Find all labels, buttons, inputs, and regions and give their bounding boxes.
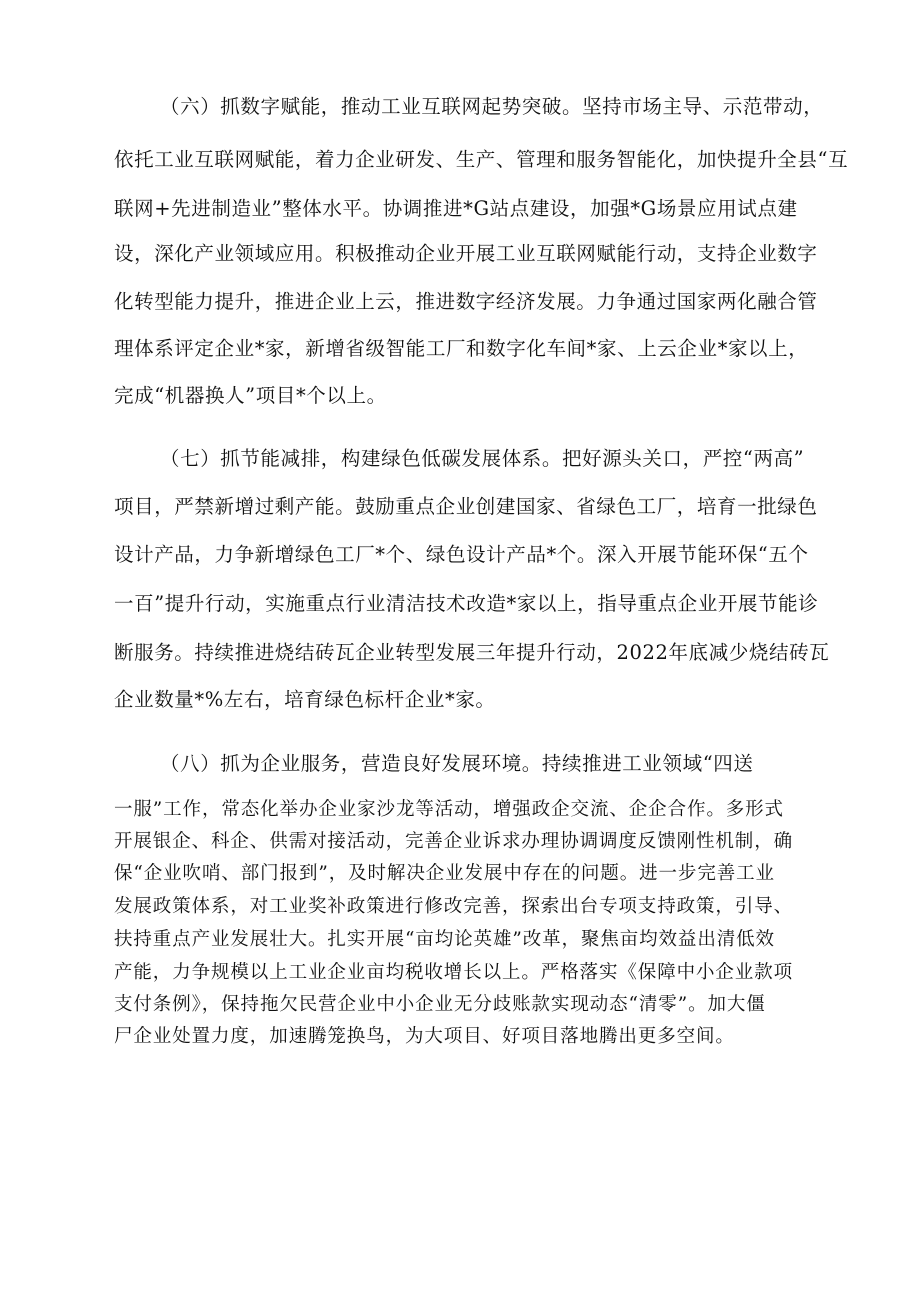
paragraph-line: 发展政策体系，对工业奖补政策进行修改完善，探索出台专项支持政策，引导、	[114, 896, 794, 917]
paragraph-line: 扶持重点产业发展壮大。扎实开展“亩均论英雄”改革，聚焦亩均效益出清低效	[114, 929, 775, 950]
paragraph-line: 企业数量*%左右，培育绿色标杆企业*家。	[114, 688, 496, 711]
paragraph-line: 一百”提升行动，实施重点行业清洁技术改造*家以上，指导重点企业开展节能诊	[114, 592, 819, 615]
paragraph-line: 开展银企、科企、供需对接活动，完善企业诉求办理协调调度反馈刚性机制，确	[114, 831, 794, 852]
paragraph-line: 尸企业处置力度，加速腾笼换鸟，为大项目、好项目落地腾出更多空间。	[114, 1026, 735, 1047]
paragraph-line: （六）抓数字赋能，推动工业互联网起势突破。坚持市场主导、示范带动，	[160, 95, 824, 118]
paragraph-line: 产能，力争规模以上工业企业亩均税收增长以上。严格落实《保障中小企业款项	[114, 962, 794, 983]
paragraph-line: 设，深化产业领域应用。积极推动企业开展工业互联网赋能行动，支持企业数字	[114, 242, 818, 265]
paragraph-line: 一服”工作，常态化举办企业家沙龙等活动，增强政企交流、企企合作。多形式	[114, 799, 784, 820]
paragraph-line: 联网+先进制造业”整体水平。协调推进*G站点建设，加强*G场景应用试点建	[114, 197, 798, 220]
paragraph-line: （七）抓节能减排，构建绿色低碳发展体系。把好源头关口，严控“两高”	[160, 447, 805, 470]
paragraph-line: 完成“机器换人”项目*个以上。	[114, 384, 387, 407]
paragraph-line: 项目，严禁新增过剩产能。鼓励重点企业创建国家、省绿色工厂，培育一批绿色	[114, 495, 818, 518]
paragraph-line: 支付条例》，保持拖欠民营企业中小企业无分歧账款实现动态“清零”。加大僵	[114, 994, 766, 1015]
paragraph-line: 依托工业互联网赋能，着力企业研发、生产、管理和服务智能化，加快提升全县“互	[114, 148, 849, 171]
paragraph-line: 化转型能力提升，推进企业上云，推进数字经济发展。力争通过国家两化融合管	[114, 290, 818, 313]
paragraph-line: 断服务。持续推进烧结砖瓦企业转型发展三年提升行动，2022年底减少烧结砖瓦	[114, 641, 830, 664]
paragraph-line: 设计产品，力争新增绿色工厂*个、绿色设计产品*个。深入开展节能环保“五个	[114, 543, 809, 566]
paragraph-line: 理体系评定企业*家，新增省级智能工厂和数字化车间*家、上云企业*家以上，	[114, 337, 809, 360]
paragraph-line: 保“企业吹哨、部门报到”，及时解决企业发展中存在的问题。进一步完善工业	[114, 863, 775, 884]
paragraph-heading-line: （八）抓为企业服务，营造良好发展环境。持续推进工业领域“四送	[160, 752, 754, 775]
